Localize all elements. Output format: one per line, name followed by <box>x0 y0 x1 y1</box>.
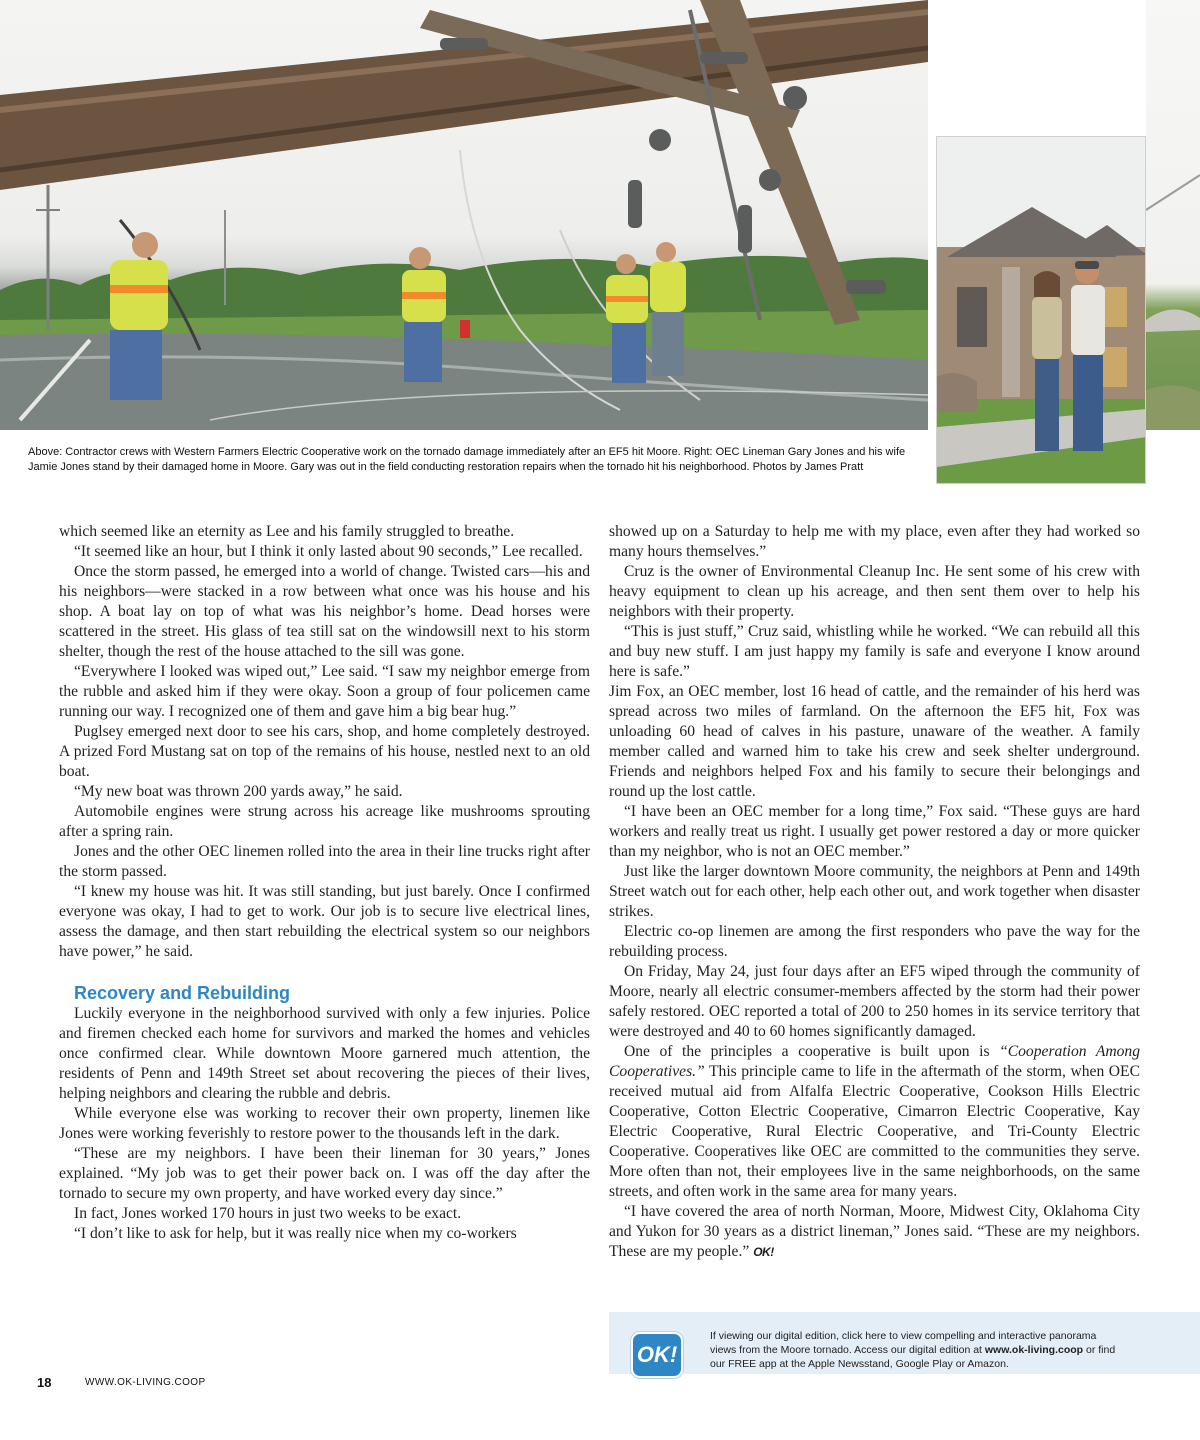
article-paragraph-principle <box>609 1042 1140 1202</box>
article-paragraph: “I have been an OEC member for a long time,” Fox said. “These guys are hard workers and really treat us right. I usually get power restored a day or more quicker than my neighbor, who is not an OEC member.” <box>609 803 1140 860</box>
edge-photo-illustration <box>1146 0 1200 430</box>
ok-end-mark: OK! <box>753 1245 774 1259</box>
digital-edition-box[interactable] <box>609 1312 1200 1374</box>
article-paragraph: Jim Fox, an OEC member, lost 16 head of cattle, and the remainder of his herd was spread across two miles of farmland. On the afternoon the EF5 hit, Fox was unloading 60 head of calves in his pasture, unaware of the weather. A family member called and warned him to take his crew and seek shelter underground. Friends and neighbors helped Fox and his family to secure their belongings and round up the lost cattle. <box>609 683 1140 800</box>
article-paragraph: Jones and the other OEC linemen rolled into the area in their line trucks right after the storm passed. <box>59 843 590 880</box>
digital-edition-link[interactable]: www.ok-living.coop <box>984 1344 1084 1356</box>
digital-text-part1: If viewing our digital edition, click here to view compelling and interactive panorama views from the Moore tornado. Access our digital edition at <box>710 1330 1097 1356</box>
right-photo-jones-couple <box>936 136 1146 484</box>
article-paragraph: showed up on a Saturday to help me with my place, even after they had worked so many hours themselves.” <box>609 523 1140 560</box>
page-number: 18 <box>37 1375 52 1390</box>
article-paragraph: “These are my neighbors. I have been their lineman for 30 years,” Jones explained. “My job was to get their power back on. I was off the day after the tornado to secure my own property, and have worked every day since.” <box>59 1145 590 1202</box>
article-paragraph: Just like the larger downtown Moore community, the neighbors at Penn and 149th Street watch out for each other, help each other out, and work together when disaster strikes. <box>609 863 1140 920</box>
article-paragraph: “It seemed like an hour, but I think it only lasted about 90 seconds,” Lee recalled. <box>74 543 583 560</box>
article-paragraph: On Friday, May 24, just four days after an EF5 wiped through the community of Moore, nearly all electric consumer-members affected by the storm had their power safely restored. OEC reported a total of 200 to 250 homes in its service territory that were destroyed and 40 to 60 homes significantly damaged. <box>609 963 1140 1040</box>
photo-caption: Above: Contractor crews with Western Farmers Electric Cooperative work on the tornado damage immediately after an EF5 hit Moore. Right: OEC Lineman Gary Jones and his wife Jamie Jones stand by their damaged home in Moore. Gary was out in the field conducting restoration repairs when the tornado hit his neighborhood. Photos by James Pratt <box>28 446 906 473</box>
principle-quote: “Cooperation Among Cooperatives.” <box>609 1043 1140 1080</box>
principle-intro: One of the principles a cooperative is built upon is <box>624 1043 1000 1060</box>
article-paragraph: “I knew my house was hit. It was still standing, but just barely. Once I confirmed everyone was okay, I had to get to work. Our job is to secure live electrical lines, assess the damage, and then start rebuilding the electrical system so our neighbors have power,” he said. <box>59 883 590 960</box>
article-column-left <box>59 522 590 1244</box>
digital-edition-text <box>710 1329 1120 1371</box>
article-column-right <box>609 522 1140 1262</box>
footer-website: WWW.OK-LIVING.COOP <box>85 1377 206 1388</box>
article-paragraph: Electric co-op linemen are among the first responders who pave the way for the rebuilding process. <box>609 923 1140 960</box>
article-paragraph: “My new boat was thrown 200 yards away,” he said. <box>74 783 403 800</box>
principle-rest: This principle came to life in the aftermath of the storm, when OEC received mutual aid from Alfalfa Electric Cooperative, Cookson Hills Electric Cooperative, Cotton Electric Cooperative, Cimarron Electric Cooperative, Kay Electric Cooperative, Rural Electric Cooperative, and Tri-County Electric Cooperative. Cooperatives like OEC are committed to the communities they serve. More often than not, their employees live in the same neighborhoods, on the same streets, and often work in the same area for many years. <box>609 1063 1140 1200</box>
article-paragraph: In fact, Jones worked 170 hours in just two weeks to be exact. <box>74 1205 462 1222</box>
right-photo-illustration <box>937 137 1146 484</box>
article-paragraph: “I don’t like to ask for help, but it was really nice when my co-workers <box>74 1225 517 1242</box>
digital-text-part2: or find our FREE app at the Apple Newsstand, Google Play or Amazon. <box>710 1344 1116 1370</box>
hero-photo-illustration <box>0 0 928 430</box>
ok-logo-badge[interactable]: OK! <box>631 1332 683 1378</box>
article-paragraph: Automobile engines were strung across his acreage like mushrooms sprouting after a spring rain. <box>59 803 590 840</box>
hero-photo-linemen-at-downed-pole <box>0 0 928 430</box>
closing-text: “I have covered the area of north Norman, Moore, Midwest City, Oklahoma City and Yukon for 30 years as a district lineman,” Jones said. “These are my neighbors. These are my people.” <box>609 1203 1140 1260</box>
article-paragraph: which seemed like an eternity as Lee and his family struggled to breathe. <box>59 523 515 540</box>
section-heading: Recovery and Rebuilding <box>74 983 291 1003</box>
article-paragraph: Puglsey emerged next door to see his cars, shop, and home completely destroyed. A prized Ford Mustang sat on top of the remains of his house, nestled next to an old boat. <box>59 723 590 780</box>
article-paragraph: Cruz is the owner of Environmental Cleanup Inc. He sent some of his crew with heavy equipment to clean up his acreage, and then sent them over to help his neighbors with their property. <box>609 563 1140 620</box>
article-paragraph: Once the storm passed, he emerged into a world of change. Twisted cars—his and his neighbors—were stacked in a row between what once was his house and his shop. A boat lay on top of what was his neighbor’s home. Dead horses were scattered in the street. His glass of tea still sat on the windowsill next to his storm shelter, though the rest of the house attached to the sill was gone. <box>59 563 590 660</box>
article-paragraph: “Everywhere I looked was wiped out,” Lee said. “I saw my neighbor emerge from the rubble and asked him if they were okay. Soon a group of four policemen came running our way. I recognized one of them and gave him a big bear hug.” <box>59 663 590 720</box>
article-paragraph: “This is just stuff,” Cruz said, whistling while he worked. “We can rebuild all this and buy new stuff. I am just happy my family is safe and everyone I know around here is safe.” <box>609 623 1140 680</box>
article-paragraph: Luckily everyone in the neighborhood survived with only a few injuries. Police and firemen checked each home for survivors and marked the homes and vehicles once confirmed clear. While downtown Moore garnered much attention, the residents of Penn and 149th Street set about recovering the pieces of their lives, helping neighbors and clearing the rubble and debris. <box>59 1005 590 1102</box>
article-paragraph-closing <box>609 1202 1140 1262</box>
article-paragraph: While everyone else was working to recover their own property, linemen like Jones were working feverishly to restore power to the thousands left in the dark. <box>59 1105 590 1142</box>
edge-photo-strip <box>1146 0 1200 430</box>
